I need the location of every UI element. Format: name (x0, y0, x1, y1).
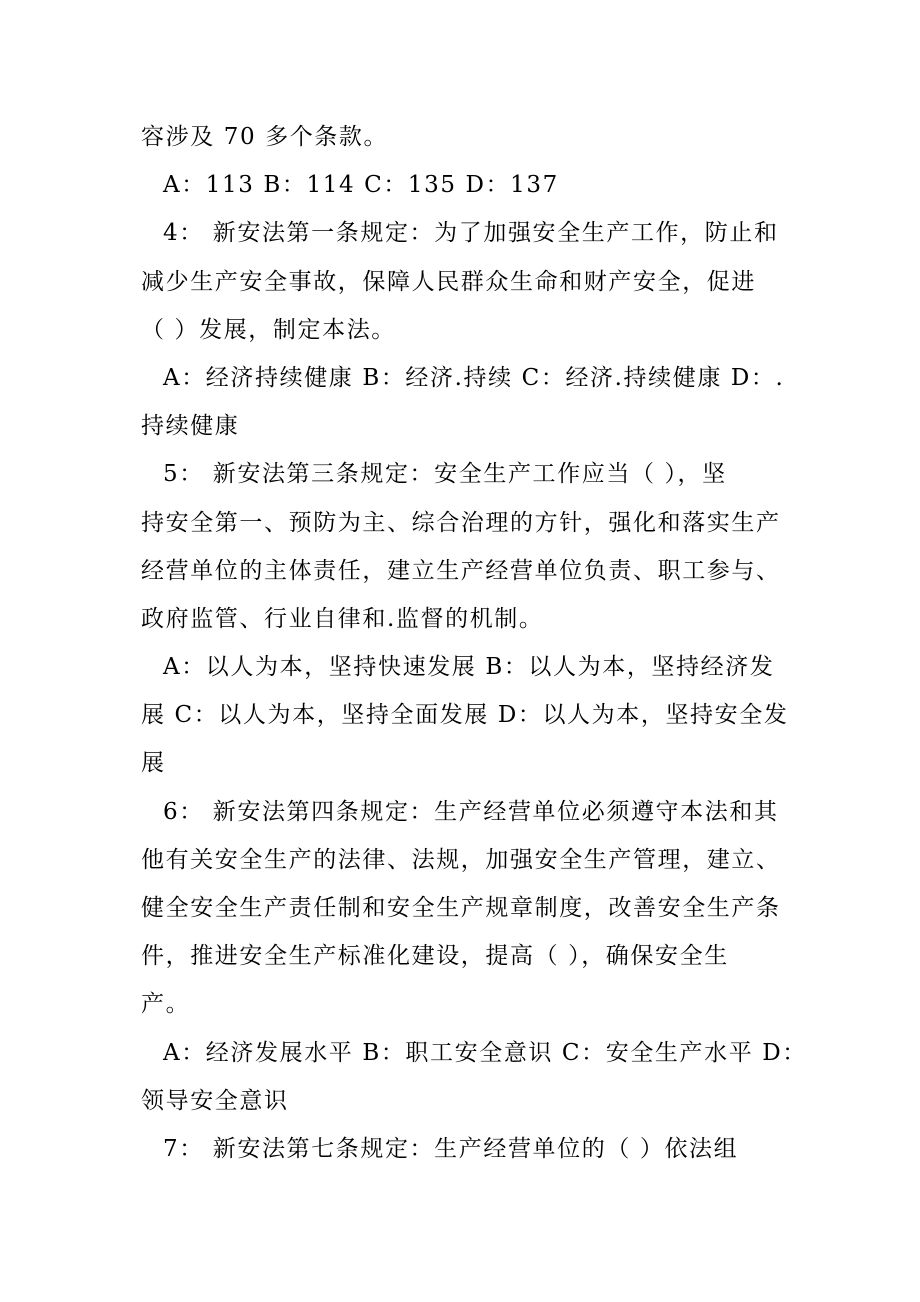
document-text (141, 113, 807, 1173)
text-line-question-6-stem: 健全安全生产责任制和安全生产规章制度，改善安全生产条 (141, 895, 781, 921)
text-line-question-5-options: A：以人为本，坚持快速发展 B：以人为本，坚持经济发 (163, 654, 775, 681)
text-line-question-4-stem: 4： 新安法第一条规定：为了加强安全生产工作，防止和 (163, 220, 779, 247)
text-line-question-6-options: 领导安全意识 (141, 1087, 289, 1114)
text-line-question-4-options: 持续健康 (141, 413, 240, 440)
text-line-question-5-stem: 政府监管、行业自律和.监督的机制。 (141, 605, 544, 632)
text-line-question-6-stem: 6： 新安法第四条规定：生产经营单位必须遵守本法和其 (163, 798, 779, 825)
text-line-question-5-options: 展 (141, 750, 166, 777)
text-line-question-4-options: A：经济持续健康 B：经济.持续 C：经济.持续健康 D：. (163, 364, 785, 391)
text-line-question-5-options: 展 C：以人为本，坚持全面发展 D：以人为本，坚持安全发 (141, 702, 789, 729)
text-line-question-6-stem: 他有关安全生产的法律、法规，加强安全生产管理，建立、 (141, 846, 781, 873)
text-line-question-3-options: A：113 B：114 C：135 D：137 (163, 172, 559, 199)
text-line-question-6-stem: 件，推进安全生产标准化建设，提高（ ），确保安全生 (141, 943, 729, 970)
text-line-question-4-stem: 减少生产安全事故，保障人民群众生命和财产安全，促进 (141, 268, 756, 295)
text-line-question-6-options: A：经济发展水平 B：职工安全意识 C：安全生产水平 D： (163, 1039, 807, 1066)
text-line-question-4-stem: （ ）发展，制定本法。 (141, 316, 396, 343)
text-line-question-3-tail: 容涉及 70 多个条款。 (141, 124, 389, 150)
text-line-question-7-stem: 7： 新安法第七条规定：生产经营单位的（ ）依法组 (163, 1135, 739, 1162)
text-line-question-5-stem: 持安全第一、预防为主、综合治理的方针，强化和落实生产 (141, 509, 781, 536)
text-line-question-5-stem: 5： 新安法第三条规定：安全生产工作应当（ ），坚 (163, 461, 727, 488)
text-line-question-5-stem: 经营单位的主体责任，建立生产经营单位负责、职工参与、 (141, 557, 781, 584)
text-line-question-6-stem: 产。 (141, 991, 191, 1018)
